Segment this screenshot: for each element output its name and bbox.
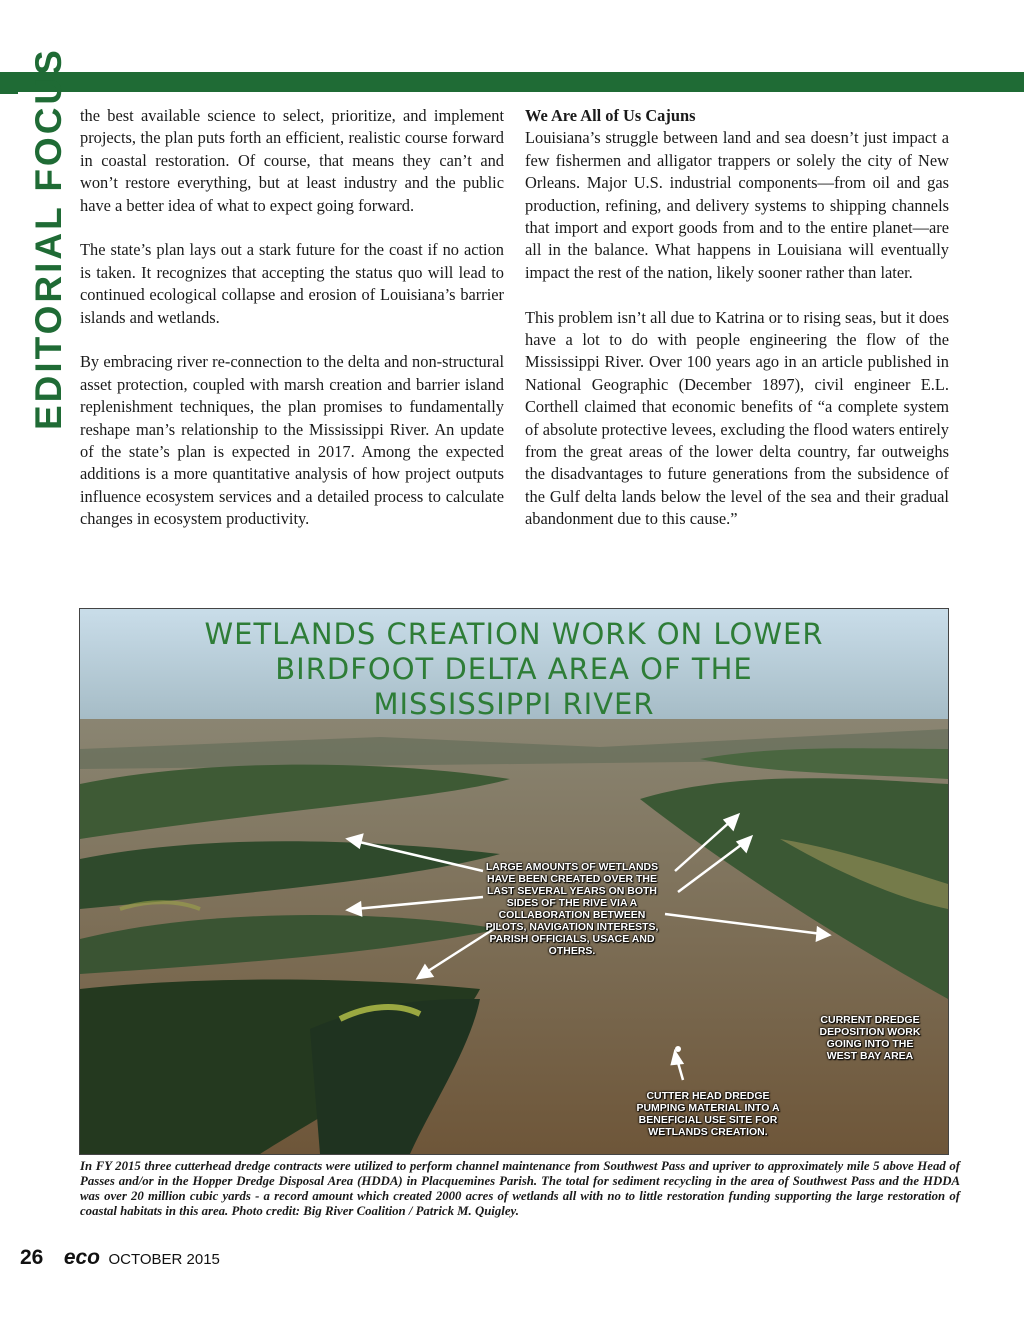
- side-green-tab: [0, 72, 18, 94]
- issue-date: OCTOBER 2015: [108, 1251, 220, 1268]
- photo-title: [80, 617, 948, 722]
- photo-title-line: BIRDFOOT DELTA AREA OF THE: [275, 652, 753, 686]
- wetlands-annotation: LARGE AMOUNTS OF WETLANDS HAVE BEEN CREATED OVER THE LAST SEVERAL YEARS ON BOTH SIDES OF THE RIVE VIA A COLLABORATION BETWEEN PILOTS, NAVIGATION INTERESTS, PARISH OFFICIALS, USACE AND OTHERS.: [485, 861, 659, 957]
- page-number: 26: [20, 1246, 44, 1269]
- aerial-photo: [79, 608, 949, 1155]
- photo-title-line: WETLANDS CREATION WORK ON LOWER: [204, 617, 824, 651]
- paragraph: The state’s plan lays out a stark future for the coast if no action is taken. It recognizes that accepting the status quo will lead to continued ecological collapse and erosion of Louisiana’s barrier islands and wetlands.: [80, 240, 504, 327]
- section-heading: We Are All of Us Cajuns: [525, 106, 696, 125]
- section-label: EDITORIAL FOCUS: [28, 47, 69, 430]
- cutter-annotation: CUTTER HEAD DREDGE PUMPING MATERIAL INTO A BENEFICIAL USE SITE FOR WETLANDS CREATION.: [636, 1090, 780, 1138]
- paragraph: the best available science to select, prioritize, and implement projects, the plan puts forth an efficient, realistic course forward in coastal restoration. Of course, that means they can’t and won’t restore everything, but at least industry and the public have a better idea of what to expect going forward.: [80, 106, 504, 215]
- header-green-bar: [0, 72, 1024, 92]
- paragraph: This problem isn’t all due to Katrina or to rising seas, but it does have a lot to do with people engineering the flow of the Mississippi River. Over 100 years ago in an article published in National Geographic (December 1897), civil engineer E.L. Corthell claimed that economic benefits of “a complete system of absolute protective levees, excluding the flood waters entirely from the great areas of the lower delta country, far outweighs the disadvantages to future generations from the subsidence of the Gulf delta lands below the level of the sea and their gradual abandonment due to this cause.”: [525, 307, 949, 529]
- right-column: [525, 105, 949, 531]
- paragraph: By embracing river re-connection to the delta and non-structural asset protection, coupled with marsh creation and barrier island replenishment techniques, the plan promises to fundamentally reshape man’s relationship to the Mississippi River. An update of the state’s plan is expected in 2017. Among the expected additions is a more quantitative analysis of how project outputs influence ecosystem services and a detailed process to calculate changes in ecosystem productivity.: [80, 352, 504, 529]
- dredge-annotation: CURRENT DREDGE DEPOSITION WORK GOING INTO THE WEST BAY AREA: [819, 1014, 921, 1062]
- paragraph: Louisiana’s struggle between land and sea doesn’t just impact a few fishermen and alligator trappers or solely the city of New Orleans. Major U.S. industrial components—from oil and gas production, refining, and delivery systems to shipping channels that import and export goods from and to the entire planet—are all in the balance. What happens in Louisiana will eventually impact the rest of the nation, likely sooner rather than later.: [525, 128, 949, 282]
- left-column: [80, 105, 504, 531]
- photo-caption: In FY 2015 three cutterhead dredge contracts were utilized to perform channel maintenance from Southwest Pass and upriver to approximately mile 5 above Head of Passes and/or in the Hopper Dredge Disposal Area (HDDA) in Placquemines Parish. The total for sediment recycling in the area of Southwest Pass and the HDDA was over 20 million cubic yards - a record amount which created 2000 acres of wetlands all with no to little restoration funding supporting the large restoration of coastal habitats in this area. Photo credit: Big River Coalition / Patrick M. Quigley.: [80, 1159, 960, 1218]
- photo-title-line: MISSISSIPPI RIVER: [373, 687, 655, 721]
- magazine-name: eco: [63, 1246, 100, 1269]
- page-footer: [20, 1246, 220, 1276]
